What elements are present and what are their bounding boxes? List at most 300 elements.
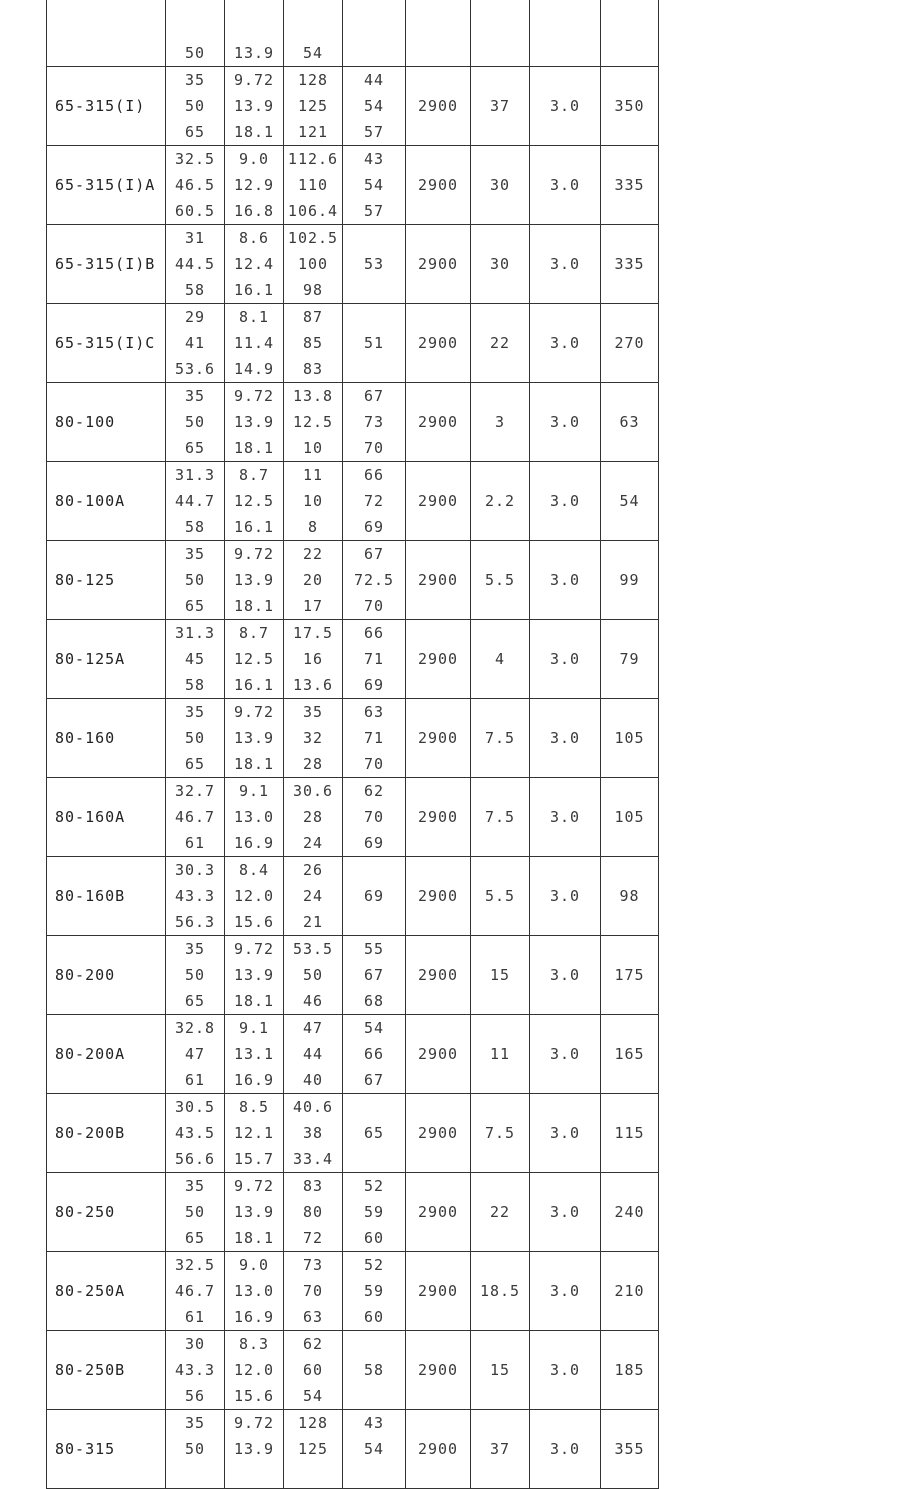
efficiency-cell (343, 1094, 406, 1173)
flow-ls-value (225, 1462, 283, 1488)
npsh-cell: 3.0 (530, 778, 601, 857)
power-cell: 30 (471, 225, 530, 304)
flow-m3h-value: 41 (184, 334, 206, 352)
flow-m3h-cell (166, 1410, 225, 1489)
flow-m3h-value: 50 (184, 1440, 206, 1458)
efficiency-value (343, 0, 405, 14)
efficiency-cell (343, 383, 406, 462)
speed-cell: 2900 (406, 146, 471, 225)
table-row (47, 67, 659, 146)
efficiency-cell (343, 1173, 406, 1252)
efficiency-value: 66 (363, 466, 385, 484)
model-cell: 80-125A (47, 620, 166, 699)
flow-ls-value: 13.9 (233, 729, 275, 747)
flow-ls-cell (225, 620, 284, 699)
flow-m3h-value: 65 (184, 755, 206, 773)
flow-ls-value: 18.1 (233, 439, 275, 457)
head-value: 47 (302, 1019, 324, 1037)
head-value (284, 14, 342, 40)
flow-m3h-value: 58 (184, 281, 206, 299)
head-value: 70 (302, 1282, 324, 1300)
flow-ls-cell (225, 0, 284, 67)
weight-cell: 115 (601, 1094, 659, 1173)
weight-cell: 105 (601, 778, 659, 857)
flow-m3h-value: 35 (184, 703, 206, 721)
speed-cell: 2900 (406, 1252, 471, 1331)
flow-m3h-value: 32.8 (174, 1019, 216, 1037)
efficiency-value: 67 (363, 545, 385, 563)
head-cell (284, 1015, 343, 1094)
power-cell: 30 (471, 146, 530, 225)
flow-m3h-value: 46.5 (174, 176, 216, 194)
head-value: 21 (302, 913, 324, 931)
power-cell: 37 (471, 67, 530, 146)
head-value: 87 (302, 308, 324, 326)
model-cell: 80-160A (47, 778, 166, 857)
head-value: 102.5 (287, 229, 339, 247)
flow-ls-value: 8.3 (238, 1335, 270, 1353)
flow-ls-value: 13.9 (233, 571, 275, 589)
flow-m3h-value: 30.3 (174, 861, 216, 879)
head-value: 35 (302, 703, 324, 721)
table-row (47, 936, 659, 1015)
flow-m3h-cell (166, 304, 225, 383)
flow-ls-cell (225, 383, 284, 462)
efficiency-value: 54 (363, 176, 385, 194)
flow-m3h-value: 65 (184, 597, 206, 615)
npsh-cell (530, 0, 601, 67)
weight-cell (601, 0, 659, 67)
head-value: 20 (302, 571, 324, 589)
flow-m3h-value: 65 (184, 123, 206, 141)
efficiency-value: 60 (363, 1308, 385, 1326)
head-value: 38 (302, 1124, 324, 1142)
flow-m3h-cell (166, 383, 225, 462)
npsh-cell: 3.0 (530, 67, 601, 146)
flow-ls-cell (225, 304, 284, 383)
table-row (47, 146, 659, 225)
flow-ls-value: 12.5 (233, 492, 275, 510)
flow-ls-value: 16.9 (233, 1071, 275, 1089)
head-cell (284, 857, 343, 936)
flow-ls-value: 13.9 (233, 966, 275, 984)
flow-m3h-cell (166, 146, 225, 225)
power-cell: 22 (471, 1173, 530, 1252)
power-cell: 3 (471, 383, 530, 462)
efficiency-cell (343, 0, 406, 67)
table-row (47, 1252, 659, 1331)
efficiency-cell (343, 541, 406, 620)
model-cell: 80-125 (47, 541, 166, 620)
flow-m3h-value (166, 0, 224, 14)
flow-m3h-value: 50 (184, 729, 206, 747)
flow-m3h-value: 44.7 (174, 492, 216, 510)
speed-cell: 2900 (406, 462, 471, 541)
head-value: 54 (302, 44, 324, 62)
flow-ls-cell (225, 1331, 284, 1410)
model-cell: 80-160B (47, 857, 166, 936)
efficiency-value: 67 (363, 1071, 385, 1089)
flow-ls-value: 18.1 (233, 755, 275, 773)
flow-m3h-value: 56 (184, 1387, 206, 1405)
speed-cell: 2900 (406, 383, 471, 462)
flow-m3h-value: 31.3 (174, 624, 216, 642)
flow-ls-value: 16.1 (233, 281, 275, 299)
efficiency-value (343, 1331, 405, 1357)
speed-cell: 2900 (406, 620, 471, 699)
flow-ls-value: 16.1 (233, 676, 275, 694)
flow-m3h-cell (166, 936, 225, 1015)
speed-cell: 2900 (406, 304, 471, 383)
speed-cell: 2900 (406, 225, 471, 304)
efficiency-cell (343, 620, 406, 699)
flow-ls-value: 16.9 (233, 1308, 275, 1326)
flow-ls-value: 13.1 (233, 1045, 275, 1063)
speed-cell: 2900 (406, 67, 471, 146)
power-cell: 2.2 (471, 462, 530, 541)
efficiency-value: 71 (363, 729, 385, 747)
efficiency-value: 57 (363, 123, 385, 141)
head-value: 10 (302, 492, 324, 510)
flow-ls-value: 9.1 (238, 782, 270, 800)
flow-m3h-value: 60.5 (174, 202, 216, 220)
head-value: 106.4 (287, 202, 339, 220)
flow-ls-value: 9.1 (238, 1019, 270, 1037)
flow-ls-value: 13.9 (233, 1440, 275, 1458)
head-cell (284, 1173, 343, 1252)
flow-ls-cell (225, 936, 284, 1015)
power-cell: 5.5 (471, 857, 530, 936)
power-cell: 22 (471, 304, 530, 383)
flow-m3h-cell (166, 67, 225, 146)
flow-m3h-value: 50 (184, 1203, 206, 1221)
efficiency-value: 70 (363, 439, 385, 457)
speed-cell: 2900 (406, 1015, 471, 1094)
efficiency-value (343, 1462, 405, 1488)
flow-ls-value: 18.1 (233, 1229, 275, 1247)
flow-ls-value: 11.4 (233, 334, 275, 352)
flow-m3h-value (166, 1462, 224, 1488)
model-cell: 65-315(I)A (47, 146, 166, 225)
flow-m3h-value: 50 (184, 44, 206, 62)
head-value: 22 (302, 545, 324, 563)
npsh-cell: 3.0 (530, 1410, 601, 1489)
npsh-cell: 3.0 (530, 225, 601, 304)
flow-m3h-value: 43.5 (174, 1124, 216, 1142)
head-cell (284, 620, 343, 699)
efficiency-value: 63 (363, 703, 385, 721)
efficiency-value: 69 (363, 887, 385, 905)
flow-ls-value: 12.1 (233, 1124, 275, 1142)
flow-m3h-cell (166, 462, 225, 541)
flow-ls-cell (225, 778, 284, 857)
head-value: 46 (302, 992, 324, 1010)
head-value: 24 (302, 887, 324, 905)
flow-ls-value: 15.6 (233, 1387, 275, 1405)
power-cell: 7.5 (471, 1094, 530, 1173)
weight-cell: 270 (601, 304, 659, 383)
head-value: 128 (297, 71, 329, 89)
efficiency-value: 72 (363, 492, 385, 510)
flow-m3h-value: 29 (184, 308, 206, 326)
efficiency-value: 53 (363, 255, 385, 273)
flow-m3h-value: 46.7 (174, 808, 216, 826)
model-cell: 80-160 (47, 699, 166, 778)
efficiency-value: 66 (363, 1045, 385, 1063)
head-cell (284, 1331, 343, 1410)
efficiency-value (343, 356, 405, 382)
power-cell: 7.5 (471, 778, 530, 857)
head-value: 13.8 (292, 387, 334, 405)
head-value: 60 (302, 1361, 324, 1379)
head-cell (284, 225, 343, 304)
flow-m3h-value: 50 (184, 97, 206, 115)
head-value: 16 (302, 650, 324, 668)
speed-cell: 2900 (406, 1331, 471, 1410)
flow-ls-value: 13.0 (233, 808, 275, 826)
head-value: 98 (302, 281, 324, 299)
head-value: 24 (302, 834, 324, 852)
flow-m3h-cell (166, 699, 225, 778)
flow-m3h-cell (166, 1015, 225, 1094)
model-cell: 65-315(I) (47, 67, 166, 146)
efficiency-value: 60 (363, 1229, 385, 1247)
flow-ls-value: 9.72 (233, 703, 275, 721)
efficiency-value: 67 (363, 966, 385, 984)
power-cell: 4 (471, 620, 530, 699)
efficiency-value: 66 (363, 624, 385, 642)
flow-m3h-cell (166, 620, 225, 699)
efficiency-value: 69 (363, 834, 385, 852)
table-row (47, 1094, 659, 1173)
head-value: 32 (302, 729, 324, 747)
flow-m3h-value: 35 (184, 71, 206, 89)
flow-m3h-value: 47 (184, 1045, 206, 1063)
npsh-cell: 3.0 (530, 383, 601, 462)
efficiency-cell (343, 146, 406, 225)
efficiency-value: 52 (363, 1256, 385, 1274)
efficiency-value: 67 (363, 387, 385, 405)
table-row (47, 383, 659, 462)
table-row (47, 857, 659, 936)
head-cell (284, 146, 343, 225)
npsh-cell: 3.0 (530, 304, 601, 383)
head-value: 125 (297, 97, 329, 115)
head-value: 12.5 (292, 413, 334, 431)
model-cell: 80-315 (47, 1410, 166, 1489)
flow-ls-value: 9.72 (233, 387, 275, 405)
flow-ls-cell (225, 462, 284, 541)
efficiency-value: 72.5 (353, 571, 395, 589)
head-value: 62 (302, 1335, 324, 1353)
head-value: 63 (302, 1308, 324, 1326)
flow-m3h-value: 58 (184, 676, 206, 694)
efficiency-value: 59 (363, 1203, 385, 1221)
npsh-cell: 3.0 (530, 699, 601, 778)
flow-m3h-value: 35 (184, 940, 206, 958)
head-value: 50 (302, 966, 324, 984)
head-value: 17.5 (292, 624, 334, 642)
speed-cell: 2900 (406, 857, 471, 936)
flow-ls-value: 18.1 (233, 597, 275, 615)
flow-ls-cell (225, 1173, 284, 1252)
head-value: 80 (302, 1203, 324, 1221)
flow-ls-value: 12.4 (233, 255, 275, 273)
flow-m3h-value: 46.7 (174, 1282, 216, 1300)
efficiency-value: 54 (363, 1019, 385, 1037)
flow-ls-value: 9.72 (233, 1414, 275, 1432)
flow-ls-cell (225, 146, 284, 225)
npsh-cell: 3.0 (530, 1015, 601, 1094)
power-cell: 15 (471, 936, 530, 1015)
head-cell (284, 778, 343, 857)
flow-m3h-value: 35 (184, 1414, 206, 1432)
flow-m3h-value: 30.5 (174, 1098, 216, 1116)
flow-ls-value: 8.4 (238, 861, 270, 879)
efficiency-value (343, 225, 405, 251)
table-row (47, 0, 659, 67)
efficiency-cell (343, 67, 406, 146)
flow-m3h-value: 32.5 (174, 150, 216, 168)
efficiency-cell (343, 462, 406, 541)
power-cell: 37 (471, 1410, 530, 1489)
flow-m3h-value: 65 (184, 992, 206, 1010)
speed-cell: 2900 (406, 778, 471, 857)
flow-ls-cell (225, 1094, 284, 1173)
head-value: 13.6 (292, 676, 334, 694)
speed-cell: 2900 (406, 699, 471, 778)
weight-cell: 350 (601, 67, 659, 146)
flow-m3h-value: 61 (184, 1071, 206, 1089)
head-cell (284, 1410, 343, 1489)
flow-m3h-value: 43.3 (174, 1361, 216, 1379)
table-row (47, 1331, 659, 1410)
efficiency-cell (343, 1331, 406, 1410)
flow-ls-value: 16.8 (233, 202, 275, 220)
efficiency-cell (343, 304, 406, 383)
model-cell: 80-250B (47, 1331, 166, 1410)
flow-ls-cell (225, 1410, 284, 1489)
efficiency-value: 54 (363, 97, 385, 115)
flow-ls-cell (225, 67, 284, 146)
power-cell: 5.5 (471, 541, 530, 620)
flow-ls-value: 16.9 (233, 834, 275, 852)
table-row (47, 699, 659, 778)
head-value: 10 (302, 439, 324, 457)
head-value: 110 (297, 176, 329, 194)
flow-ls-cell (225, 857, 284, 936)
head-cell (284, 936, 343, 1015)
efficiency-value: 43 (363, 1414, 385, 1432)
efficiency-cell (343, 1015, 406, 1094)
efficiency-value: 69 (363, 518, 385, 536)
flow-ls-value: 9.0 (238, 1256, 270, 1274)
weight-cell: 99 (601, 541, 659, 620)
pump-performance-table (46, 0, 659, 1489)
table-row (47, 225, 659, 304)
flow-ls-value: 13.9 (233, 413, 275, 431)
efficiency-cell (343, 936, 406, 1015)
speed-cell (406, 0, 471, 67)
flow-ls-value (225, 0, 283, 14)
head-value: 83 (302, 1177, 324, 1195)
flow-ls-value: 9.0 (238, 150, 270, 168)
head-value: 85 (302, 334, 324, 352)
head-value (284, 1462, 342, 1488)
efficiency-value: 57 (363, 202, 385, 220)
head-value: 44 (302, 1045, 324, 1063)
efficiency-cell (343, 699, 406, 778)
npsh-cell: 3.0 (530, 1252, 601, 1331)
flow-m3h-value: 35 (184, 545, 206, 563)
flow-m3h-value: 30 (184, 1335, 206, 1353)
npsh-cell: 3.0 (530, 936, 601, 1015)
efficiency-value (343, 277, 405, 303)
flow-m3h-value: 35 (184, 387, 206, 405)
efficiency-value: 43 (363, 150, 385, 168)
flow-m3h-cell (166, 0, 225, 67)
head-value: 125 (297, 1440, 329, 1458)
flow-ls-value: 13.9 (233, 44, 275, 62)
efficiency-value: 70 (363, 597, 385, 615)
efficiency-value: 51 (363, 334, 385, 352)
flow-ls-cell (225, 541, 284, 620)
flow-m3h-value: 65 (184, 1229, 206, 1247)
weight-cell: 79 (601, 620, 659, 699)
flow-ls-value: 8.1 (238, 308, 270, 326)
weight-cell: 335 (601, 225, 659, 304)
flow-m3h-value: 50 (184, 966, 206, 984)
efficiency-value (343, 857, 405, 883)
head-value: 17 (302, 597, 324, 615)
flow-m3h-value: 45 (184, 650, 206, 668)
flow-ls-value: 13.9 (233, 97, 275, 115)
efficiency-cell (343, 1410, 406, 1489)
flow-ls-value: 15.6 (233, 913, 275, 931)
head-value: 30.6 (292, 782, 334, 800)
flow-ls-value: 8.5 (238, 1098, 270, 1116)
model-cell: 80-100 (47, 383, 166, 462)
flow-m3h-value: 58 (184, 518, 206, 536)
npsh-cell: 3.0 (530, 146, 601, 225)
table-row (47, 1015, 659, 1094)
flow-m3h-cell (166, 1173, 225, 1252)
npsh-cell: 3.0 (530, 620, 601, 699)
npsh-cell: 3.0 (530, 1094, 601, 1173)
flow-m3h-value: 50 (184, 571, 206, 589)
flow-ls-value: 9.72 (233, 1177, 275, 1195)
flow-ls-value: 8.6 (238, 229, 270, 247)
efficiency-value (343, 1094, 405, 1120)
efficiency-value: 68 (363, 992, 385, 1010)
efficiency-value: 70 (363, 808, 385, 826)
power-cell: 15 (471, 1331, 530, 1410)
head-value: 28 (302, 808, 324, 826)
power-cell: 18.5 (471, 1252, 530, 1331)
weight-cell: 355 (601, 1410, 659, 1489)
flow-m3h-cell (166, 1331, 225, 1410)
flow-m3h-value: 56.3 (174, 913, 216, 931)
head-value: 121 (297, 123, 329, 141)
efficiency-value: 69 (363, 676, 385, 694)
efficiency-value (343, 1383, 405, 1409)
table-row (47, 1173, 659, 1252)
flow-ls-value: 14.9 (233, 360, 275, 378)
flow-m3h-value: 32.7 (174, 782, 216, 800)
head-value: 40.6 (292, 1098, 334, 1116)
head-value: 100 (297, 255, 329, 273)
flow-ls-value: 9.72 (233, 71, 275, 89)
